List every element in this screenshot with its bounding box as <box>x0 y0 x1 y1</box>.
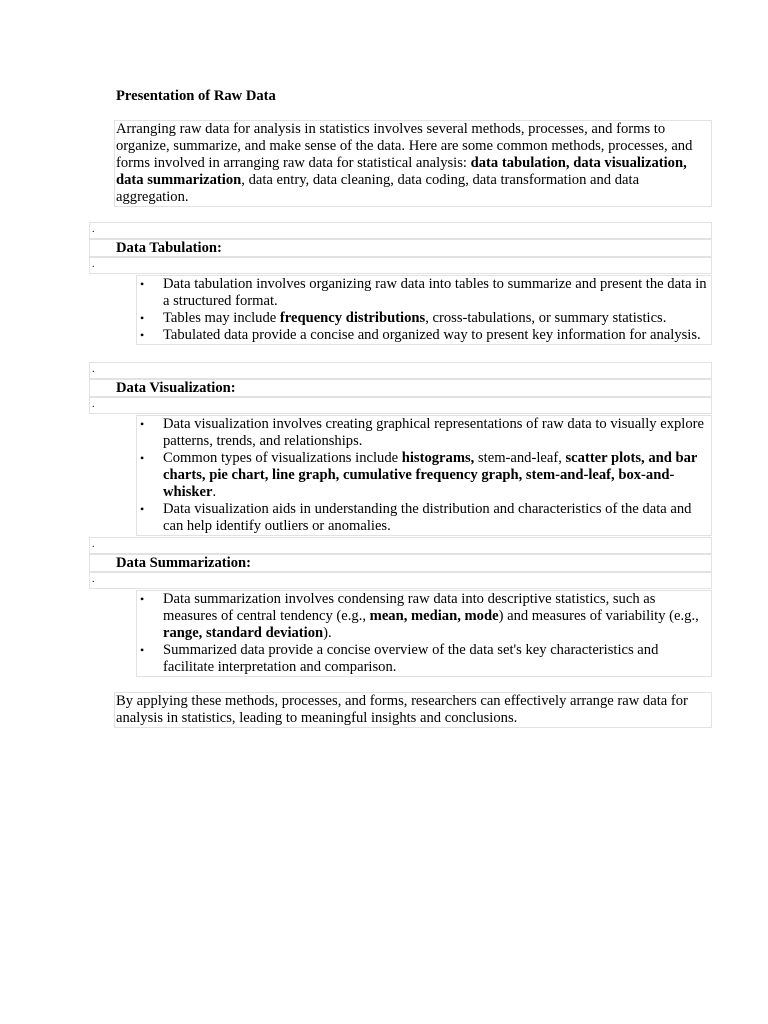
list-item: • Common types of visualizations include histograms, stem-and-leaf, scatter plots, and bar charts, pie chart, line graph, cumulative frequency graph, stem-and-leaf, box-and-whisker. <box>140 450 698 500</box>
intro-paragraph <box>116 121 712 206</box>
list-item: • Data tabulation involves organizing raw data into tables to summarize and present the data in a structured format. <box>140 276 707 309</box>
bullet-icon: • <box>140 417 145 431</box>
section-heading-visualization: Data Visualization: <box>89 379 712 397</box>
page-title: Presentation of Raw Data <box>116 88 276 104</box>
intro-text: Arranging raw data for analysis in statistics involves several methods, processes, and forms to organize, summarize, and make sense of the data. Here are some common methods, processes, and forms involved in arranging raw data for statistical analysis: <box>116 121 693 171</box>
list-item: • Tables may include frequency distributions, cross-tabulations, or summary statistics. <box>140 310 667 326</box>
summarization-list <box>136 590 712 677</box>
bullet-icon: • <box>140 277 145 291</box>
separator-line: . <box>89 222 712 239</box>
separator-line: . <box>89 537 712 554</box>
bullet-icon: • <box>140 592 145 606</box>
bullet-icon: • <box>140 451 145 465</box>
intro-text-end: , data entry, data cleaning, data coding, data transformation and data aggregation. <box>116 172 640 205</box>
bullet-icon: • <box>140 328 145 342</box>
separator-line: . <box>89 572 712 589</box>
list-item: • Data visualization aids in understanding the distribution and characteristics of the data and can help identify outliers or anomalies. <box>140 501 692 534</box>
list-item: • Tabulated data provide a concise and organized way to present key information for analysis. <box>140 327 701 343</box>
list-item: • Data visualization involves creating graphical representations of raw data to visually explore patterns, trends, and relationships. <box>140 416 704 449</box>
bullet-icon: • <box>140 311 145 325</box>
bullet-icon: • <box>140 502 145 516</box>
section-heading-tabulation: Data Tabulation: <box>89 239 712 257</box>
visualization-list <box>136 415 712 536</box>
separator-line: . <box>89 397 712 414</box>
section-heading-summarization: Data Summarization: <box>89 554 712 572</box>
intro-bold-text: data tabulation, data visualization, data summarization <box>116 155 687 188</box>
conclusion-paragraph: By applying these methods, processes, and forms, researchers can effectively arrange raw data for analysis in statistics, leading to meaningful insights and conclusions. <box>116 693 688 726</box>
list-item: • Summarized data provide a concise overview of the data set's key characteristics and facilitate interpretation and comparison. <box>140 642 659 675</box>
tabulation-list <box>136 275 712 345</box>
bullet-icon: • <box>140 643 145 657</box>
list-item: • Data summarization involves condensing raw data into descriptive statistics, such as measures of central tendency (e.g., mean, median, mode) and measures of variability (e.g., range, standard deviation). <box>140 591 699 641</box>
separator-line: . <box>89 257 712 274</box>
separator-line: . <box>89 362 712 379</box>
